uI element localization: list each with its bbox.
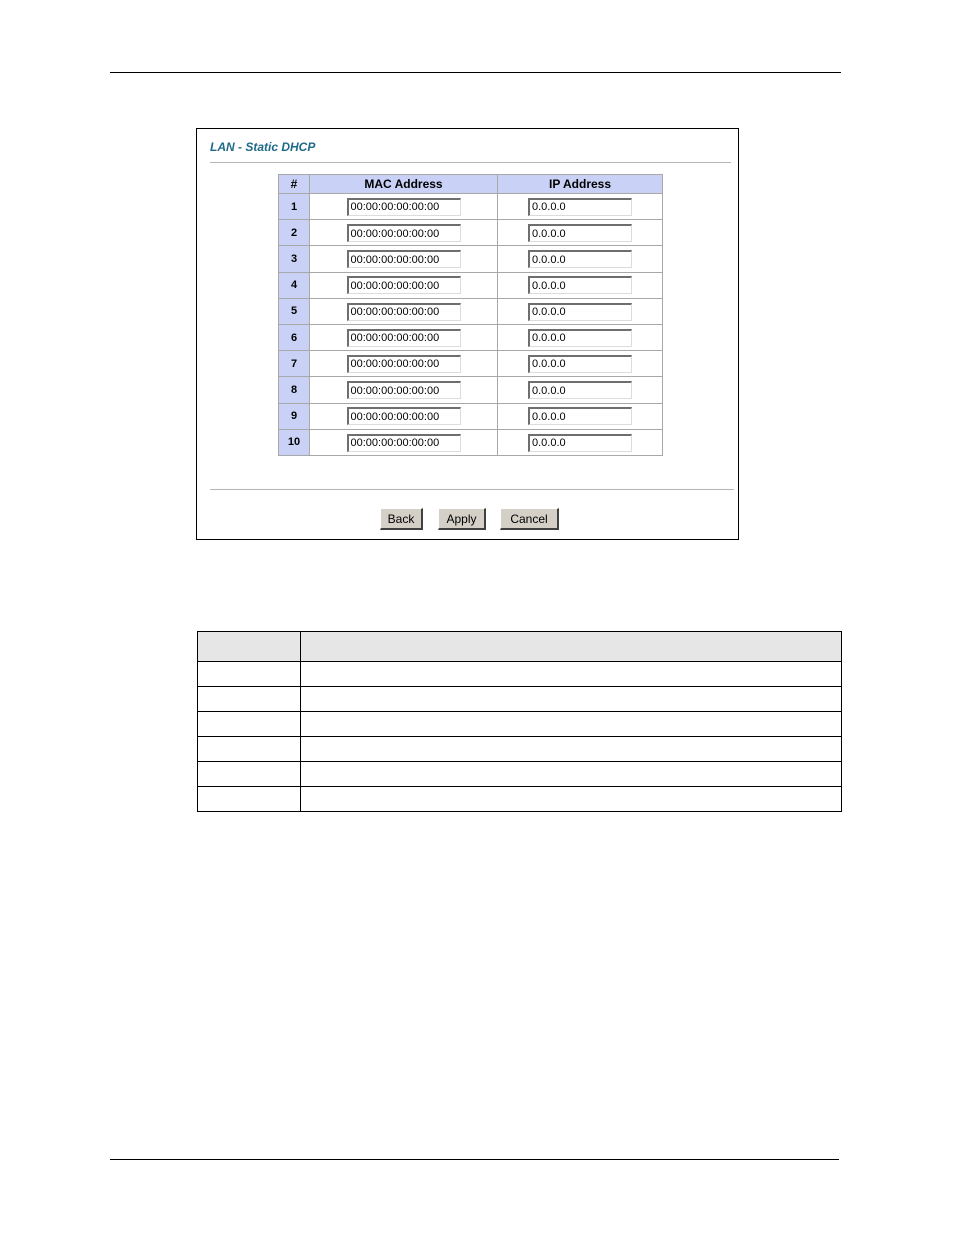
mac-cell <box>310 194 498 220</box>
ip-cell <box>498 194 663 220</box>
mac-address-input[interactable] <box>347 198 461 216</box>
ip-cell <box>498 429 663 455</box>
column-header-number: # <box>279 175 310 194</box>
mac-address-input[interactable] <box>347 303 461 321</box>
mac-cell <box>310 246 498 272</box>
table-row <box>279 324 663 350</box>
field-table-header-description <box>301 632 842 662</box>
apply-button[interactable]: Apply <box>438 508 486 530</box>
column-header-ip: IP Address <box>498 175 663 194</box>
button-divider <box>210 489 734 490</box>
ip-address-input[interactable] <box>528 250 632 268</box>
button-row <box>197 508 738 530</box>
ip-cell <box>498 377 663 403</box>
cancel-button[interactable]: Cancel <box>500 508 559 530</box>
table-row <box>279 272 663 298</box>
row-number: 10 <box>279 429 310 455</box>
table-row <box>198 737 842 762</box>
page-top-rule <box>110 72 841 73</box>
ip-cell <box>498 246 663 272</box>
ip-address-input[interactable] <box>528 198 632 216</box>
ip-address-input[interactable] <box>528 303 632 321</box>
static-dhcp-table <box>278 174 663 456</box>
mac-address-input[interactable] <box>347 381 461 399</box>
page-bottom-rule <box>110 1159 839 1160</box>
field-description-table <box>197 631 842 812</box>
ip-address-input[interactable] <box>528 224 632 242</box>
mac-address-input[interactable] <box>347 329 461 347</box>
table-row <box>198 762 842 787</box>
mac-address-input[interactable] <box>347 276 461 294</box>
mac-cell <box>310 351 498 377</box>
table-row <box>279 377 663 403</box>
row-number: 9 <box>279 403 310 429</box>
row-number: 8 <box>279 377 310 403</box>
table-row <box>279 403 663 429</box>
ip-cell <box>498 220 663 246</box>
table-row <box>279 429 663 455</box>
column-header-mac: MAC Address <box>310 175 498 194</box>
table-row <box>279 220 663 246</box>
row-number: 5 <box>279 298 310 324</box>
panel-title: LAN - Static DHCP <box>210 140 316 154</box>
ip-cell <box>498 324 663 350</box>
mac-address-input[interactable] <box>347 224 461 242</box>
table-row <box>279 351 663 377</box>
table-row <box>279 298 663 324</box>
mac-address-input[interactable] <box>347 250 461 268</box>
mac-address-input[interactable] <box>347 407 461 425</box>
row-number: 6 <box>279 324 310 350</box>
ip-cell <box>498 351 663 377</box>
mac-cell <box>310 324 498 350</box>
mac-cell <box>310 298 498 324</box>
ip-cell <box>498 272 663 298</box>
row-number: 2 <box>279 220 310 246</box>
table-header-row <box>279 175 663 194</box>
row-number: 4 <box>279 272 310 298</box>
mac-cell <box>310 403 498 429</box>
ip-cell <box>498 298 663 324</box>
ip-address-input[interactable] <box>528 329 632 347</box>
row-number: 7 <box>279 351 310 377</box>
field-table-header-label <box>198 632 301 662</box>
mac-cell <box>310 429 498 455</box>
ip-address-input[interactable] <box>528 381 632 399</box>
mac-cell <box>310 220 498 246</box>
ip-cell <box>498 403 663 429</box>
static-dhcp-screen <box>196 128 739 540</box>
back-button[interactable]: Back <box>380 508 423 530</box>
table-row <box>198 662 842 687</box>
row-number: 3 <box>279 246 310 272</box>
table-row <box>279 194 663 220</box>
ip-address-input[interactable] <box>528 276 632 294</box>
row-number: 1 <box>279 194 310 220</box>
table-row <box>279 246 663 272</box>
mac-address-input[interactable] <box>347 355 461 373</box>
mac-cell <box>310 272 498 298</box>
title-divider <box>210 162 731 163</box>
mac-address-input[interactable] <box>347 434 461 452</box>
ip-address-input[interactable] <box>528 355 632 373</box>
table-row <box>198 687 842 712</box>
table-row <box>198 712 842 737</box>
table-row <box>198 787 842 812</box>
mac-cell <box>310 377 498 403</box>
ip-address-input[interactable] <box>528 407 632 425</box>
ip-address-input[interactable] <box>528 434 632 452</box>
field-table-header-row <box>198 632 842 662</box>
